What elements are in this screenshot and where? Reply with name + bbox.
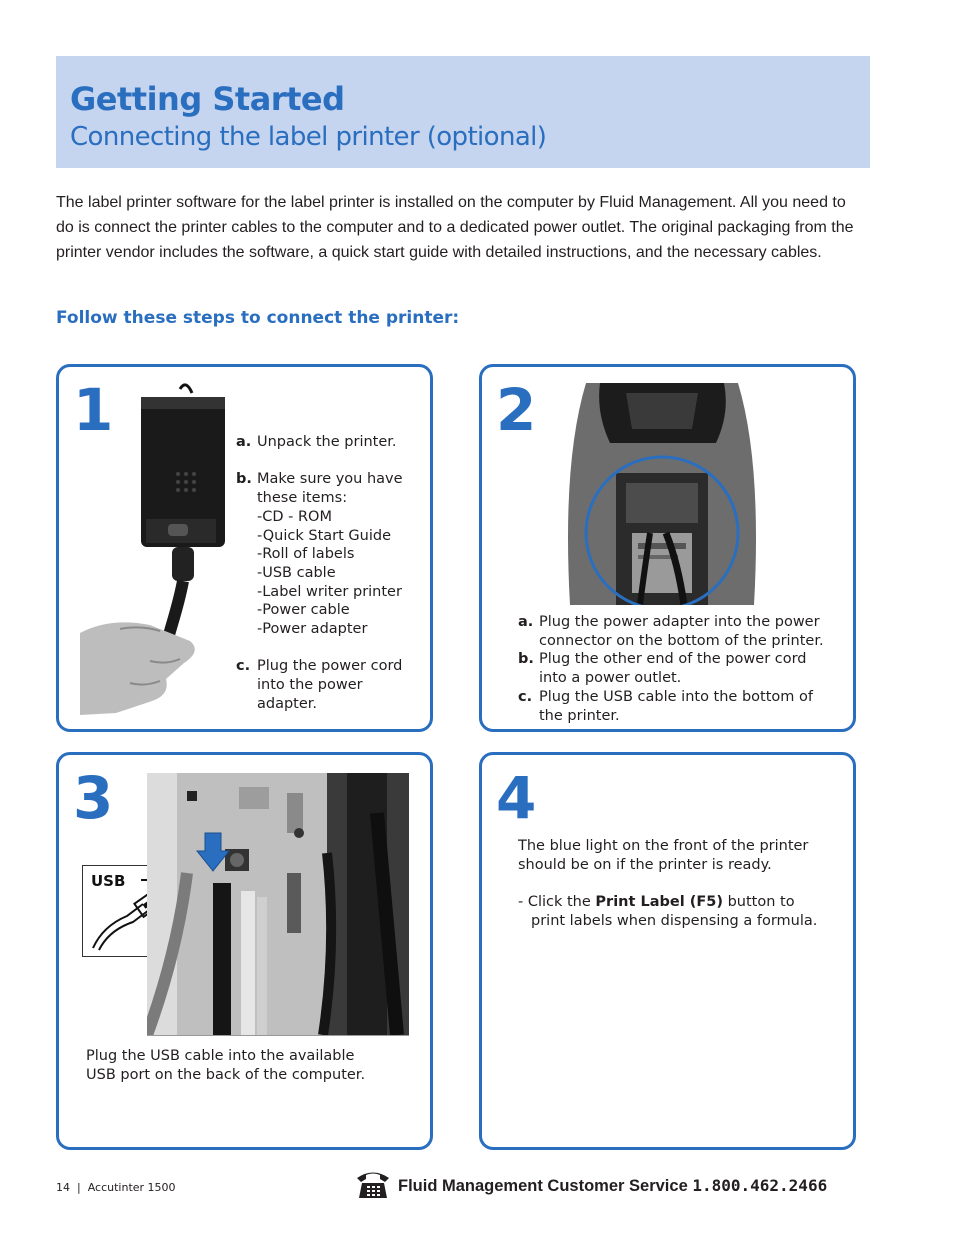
step-1-item-c-text: Plug the power cord into the power adapter. (257, 658, 403, 712)
step-1-marker-c: c. (236, 658, 251, 675)
step-1-item-c (236, 657, 426, 713)
step-3-number: 3 (73, 764, 114, 832)
step-2-number: 2 (496, 376, 537, 444)
checklist-line: these items: (257, 490, 348, 507)
checklist-line: -CD - ROM (257, 508, 332, 525)
checklist-line: -Power cable (257, 602, 350, 619)
page-subtitle: Connecting the label printer (optional) (70, 122, 547, 152)
printer-bottom-image (566, 383, 758, 605)
step-2-item-c-text: Plug the USB cable into the bottom of the printer. (539, 688, 813, 724)
step-2-item-a-text: Plug the power adapter into the power connector on the bottom of the printer. (539, 614, 824, 649)
step-2-text (518, 613, 838, 725)
checklist-line: -Roll of labels (257, 546, 355, 563)
step-1-item-a-text: Unpack the printer. (257, 434, 397, 450)
step-4-status-text: The blue light on the front of the printer should be on if the printer is ready. (518, 838, 809, 873)
checklist-line: -USB cable (257, 564, 336, 581)
print-label-reference: Print Label (F5) (595, 894, 723, 911)
step-4-bullet (518, 893, 828, 930)
power-adapter-photo (80, 379, 228, 715)
step-2-item-c (518, 688, 838, 725)
step-1-item-b (236, 470, 426, 638)
step-3-panel (56, 752, 433, 1150)
step-1-number: 1 (73, 376, 114, 444)
step-1-panel (56, 364, 433, 732)
header-band (56, 56, 870, 168)
step-4-text (518, 837, 828, 931)
printer-bottom-photo (566, 383, 758, 605)
telephone-icon (356, 1169, 390, 1204)
page-title: Getting Started (70, 80, 345, 118)
step-2-marker-a: a. (518, 614, 534, 630)
step-1-item-a (236, 433, 426, 452)
step-4-panel (479, 752, 856, 1150)
step-4-number: 4 (496, 764, 537, 832)
step-1-marker-b: b. (236, 471, 252, 488)
steps-heading: Follow these steps to connect the printer: (56, 308, 460, 328)
customer-service-line (398, 1176, 827, 1196)
service-label: Fluid Management Customer Service (398, 1177, 688, 1195)
checklist-line: -Power adapter (257, 621, 368, 638)
checklist-line: Make sure you have (257, 471, 403, 488)
checklist-line: -Quick Start Guide (257, 527, 391, 544)
footer-separator: | (77, 1181, 81, 1194)
step-1-marker-a: a. (236, 434, 252, 450)
power-adapter-image (80, 379, 228, 715)
step-3-text: Plug the USB cable into the available USB port on the back of the computer. (86, 1048, 366, 1083)
step-2-item-b (518, 650, 838, 687)
intro-paragraph: The label printer software for the label printer is installed on the computer by Fluid Management. All you need to do is connect the printer cables to the computer and to a dedicated power outlet. The original packaging from the printer vendor includes the software, a quick start guide with detailed instructions, and the necessary cables. (56, 194, 854, 261)
step-2-marker-c: c. (518, 688, 533, 705)
step-2-item-b-text: Plug the other end of the power cord into a power outlet. (539, 651, 807, 687)
computer-back-image (147, 773, 409, 1035)
footer-customer-service (356, 1168, 827, 1204)
footer-page-info (56, 1181, 176, 1194)
step-1-text (236, 433, 426, 714)
service-phone: 1.800.462.2466 (692, 1176, 828, 1195)
page-number: 14 (56, 1181, 70, 1194)
checklist-line: -Label writer printer (257, 583, 402, 600)
step-4-bullet-prefix: - Click the (518, 894, 591, 911)
step-4-bullet-suffix: button to print labels when dispensing a formula. (531, 894, 818, 929)
step-2-item-a (518, 613, 838, 650)
computer-back-photo (147, 773, 409, 1036)
product-name: Accutinter 1500 (87, 1181, 176, 1194)
usb-logo-text: USB (91, 872, 126, 890)
step-2-panel (479, 364, 856, 732)
step-2-marker-b: b. (518, 651, 534, 668)
